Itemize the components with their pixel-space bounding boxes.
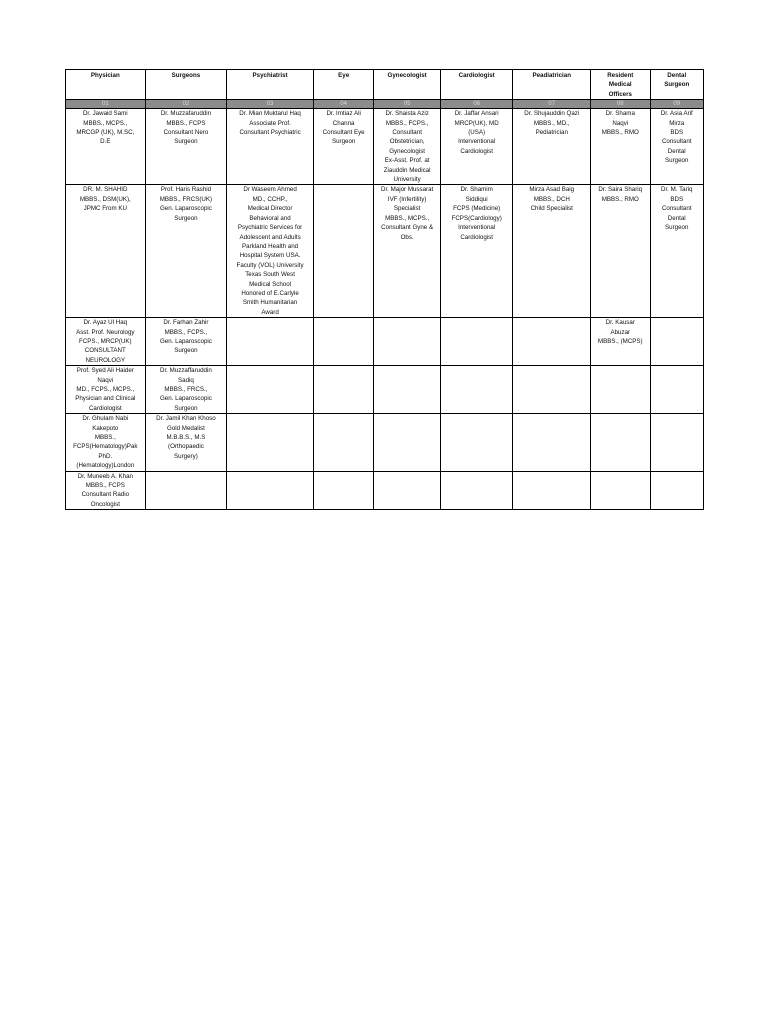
doctor-entry-line: Dr. Shama xyxy=(605,110,635,118)
table-row xyxy=(66,318,704,366)
column-header-label: Resident xyxy=(607,72,634,79)
doctor-entry-line: Dr. Shaista Aziz xyxy=(385,110,429,118)
doctor-entry-line: Ex-Asst. Prof. at xyxy=(384,157,430,165)
doctor-entry-line: Oncologist xyxy=(90,500,120,508)
column-header xyxy=(591,70,650,100)
doctor-entry-line: MBBS., MCPS., xyxy=(83,119,128,127)
empty-cell xyxy=(440,471,513,510)
doctor-entry-line: Hospital System USA. xyxy=(239,252,301,260)
doctor-entry-line: MD., CCHP., xyxy=(252,195,288,203)
column-header-label: Physician xyxy=(90,72,120,79)
column-number: 07 xyxy=(513,100,591,109)
doctor-entry-line: Adolescent and Adults xyxy=(239,233,301,241)
doctor-entry-cell xyxy=(66,318,146,366)
doctor-entry-line: Smith Humanitarian xyxy=(242,299,298,307)
doctor-entry-line: MBBS., MD., xyxy=(533,119,570,127)
empty-cell xyxy=(513,414,591,471)
column-header-label: Medical xyxy=(608,81,632,89)
doctor-entry-line: Consultant xyxy=(661,205,692,213)
doctor-entry-cell xyxy=(66,414,146,471)
empty-cell xyxy=(313,185,373,318)
doctor-entry-line: Physician and Clinical xyxy=(75,395,136,403)
doctor-entry-line: FCPS(Cardiology) xyxy=(451,214,502,222)
empty-cell xyxy=(145,471,227,510)
doctor-entry-line: Dr. Imtiaz Ali xyxy=(326,110,361,118)
doctor-entry-line: Child Specialist xyxy=(530,205,573,213)
empty-cell xyxy=(227,414,314,471)
doctor-entry-line: MBBS., RMO xyxy=(601,129,639,137)
empty-cell xyxy=(227,366,314,414)
doctor-entry-line: Psychiatric Services for xyxy=(237,224,303,232)
doctor-entry-line: Interventional xyxy=(458,224,496,232)
column-header xyxy=(513,70,591,100)
doctor-entry-line: MBBS., xyxy=(94,434,116,442)
doctor-entry-line: Dr. Ayaz Ul Haq xyxy=(83,319,128,327)
doctor-entry-line: Dr. Jawaid Sami xyxy=(82,110,128,118)
doctor-entry-line: Behavioral and xyxy=(249,214,291,222)
doctor-entry-line: MBBS., FRCS(UK) xyxy=(159,195,213,203)
doctor-entry-line: Dr. Muneeb A. Khan xyxy=(77,472,133,480)
doctor-entry-line: JPMC From KU xyxy=(83,205,127,213)
doctor-entry-cell xyxy=(591,318,650,366)
doctor-entry-line: Kakepoto xyxy=(92,424,119,432)
doctor-entry-line: MBBS., FCPS., xyxy=(164,328,208,336)
column-number: 05 xyxy=(374,100,441,109)
doctor-entry-line: Surgery) xyxy=(174,452,198,460)
doctor-entry-line: CONSULTANT xyxy=(84,347,126,355)
header-row xyxy=(66,70,704,100)
empty-cell xyxy=(374,471,441,510)
doctor-entry-line: Dr. Mian Muktarul Haq xyxy=(239,110,301,118)
doctor-entry-line: Dental xyxy=(667,147,686,155)
doctor-entry-line: Interventional xyxy=(458,138,496,146)
empty-cell xyxy=(374,366,441,414)
table-row xyxy=(66,109,704,185)
doctor-entry-cell xyxy=(513,109,591,185)
doctor-entry-line: FCPS(Hematology)Pak xyxy=(73,443,138,451)
doctor-entry-line: Gynecologist xyxy=(389,147,426,155)
doctor-entry-line: Cardiologist xyxy=(460,147,493,155)
doctor-entry-line: Ziauddin Medical xyxy=(383,166,431,174)
doctor-entry-line: Consultant Nero xyxy=(163,129,209,137)
doctor-entry-cell xyxy=(145,185,227,318)
doctor-entry-line: Surgeon xyxy=(174,347,198,355)
doctor-entry-line: Consultant Gyne & xyxy=(381,224,434,232)
doctor-entry-cell xyxy=(440,109,513,185)
column-header xyxy=(374,70,441,100)
doctor-entry-cell xyxy=(145,109,227,185)
doctor-entry-line: Texas South West xyxy=(245,271,295,279)
doctor-entry-line: DR. M. SHAHID xyxy=(83,186,128,194)
column-header-label: Surgeons xyxy=(171,72,201,79)
doctor-entry-line: FCPS., MRCP(UK) xyxy=(79,337,132,345)
doctor-entry-line: D.E xyxy=(100,138,111,146)
doctor-entry-line: Dr Waseem Ahmed xyxy=(243,186,297,194)
empty-cell xyxy=(374,414,441,471)
column-number-row xyxy=(66,100,704,109)
doctor-entry-line: PhD. xyxy=(98,452,113,460)
doctor-entry-line: Consultant Radio xyxy=(81,491,130,499)
doctor-entry-cell xyxy=(513,185,591,318)
doctor-entry-line: Naqvi xyxy=(612,119,629,127)
column-header-label: Dental xyxy=(667,72,687,79)
doctor-entry-line: MBBS., MCPS., xyxy=(385,214,430,222)
doctor-entry-line: Surgeon xyxy=(331,138,356,146)
doctor-entry-line: MRCP(UK), MD xyxy=(454,119,499,127)
doctor-entry-line: Honored of E.Carlyle xyxy=(241,289,299,297)
empty-cell xyxy=(591,366,650,414)
column-header-label: Surgeon xyxy=(664,81,690,89)
doctor-entry-line: Dr. Muzzafaruddin xyxy=(160,110,212,118)
doctor-entry-line: Dr. Jaffar Ansari xyxy=(454,110,499,118)
doctor-entry-line: MBBS., FCPS xyxy=(85,482,125,490)
doctor-entry-cell xyxy=(591,185,650,318)
doctor-entry-line: Award xyxy=(261,308,279,316)
column-number: 06 xyxy=(440,100,513,109)
empty-cell xyxy=(227,318,314,366)
doctor-entry-line: MBBS., RMO xyxy=(601,195,639,203)
doctor-entry-line: MBBS., (MCPS) xyxy=(597,337,643,345)
column-number: 02 xyxy=(145,100,227,109)
doctor-entry-line: Asst. Prof. Neurology xyxy=(76,328,135,336)
doctor-entry-line: Dr. M. Tariq xyxy=(660,186,693,194)
doctor-entry-line: Cardiologist xyxy=(88,404,122,412)
table-row xyxy=(66,414,704,471)
doctor-entry-line: Faculty (VOL) University xyxy=(236,261,304,269)
empty-cell xyxy=(513,366,591,414)
doctor-entry-line: Channa xyxy=(332,119,355,127)
doctor-entry-cell xyxy=(66,366,146,414)
doctor-entry-line: Gen. Laparoscopic xyxy=(159,395,212,403)
doctor-entry-line: Pediatrician xyxy=(535,129,568,137)
doctor-entry-line: Dr. Ghulam Nabi xyxy=(82,415,129,423)
empty-cell xyxy=(313,318,373,366)
doctor-entry-line: Dental xyxy=(667,214,686,222)
doctor-entry-line: Mirza xyxy=(669,119,685,127)
empty-cell xyxy=(591,471,650,510)
doctor-entry-cell xyxy=(227,185,314,318)
doctor-entry-line: MBBS., FCPS., xyxy=(385,119,429,127)
doctor-entry-line: Dr. Shujauddin Qazi xyxy=(524,110,580,118)
empty-cell xyxy=(440,414,513,471)
doctor-entry-line: Dr. Saira Shariq xyxy=(598,186,643,194)
doctor-entry-cell xyxy=(145,414,227,471)
doctor-entry-line: Gold Medalist xyxy=(167,424,205,432)
doctor-entry-line: Surgeon xyxy=(174,138,198,146)
doctor-entry-line: (USA) xyxy=(468,129,486,137)
doctor-entry-line: M.B.B.S., M.S xyxy=(166,434,206,442)
doctor-entry-line: Gen. Laparoscopic xyxy=(159,205,212,213)
doctor-entry-line: Prof. Haris Rashid xyxy=(160,186,212,194)
column-header xyxy=(227,70,314,100)
doctor-entry-line: Siddiqui xyxy=(465,195,488,203)
doctors-roster-table xyxy=(65,69,704,510)
doctor-entry-cell xyxy=(145,318,227,366)
column-header-label: Psychiatrist xyxy=(252,72,288,79)
doctor-entry-cell xyxy=(66,471,146,510)
doctor-entry-cell xyxy=(227,109,314,185)
empty-cell xyxy=(440,366,513,414)
doctor-entry-line: Surgeon xyxy=(174,214,198,222)
column-header-label: Gynecologist xyxy=(387,72,427,79)
empty-cell xyxy=(374,318,441,366)
doctor-entry-cell xyxy=(440,185,513,318)
column-header xyxy=(145,70,227,100)
column-header xyxy=(313,70,373,100)
doctor-entry-line: MBBS., DCH xyxy=(533,195,570,203)
doctor-entry-line: MBBS., DSM(UK), xyxy=(79,195,131,203)
empty-cell xyxy=(513,318,591,366)
empty-cell xyxy=(513,471,591,510)
doctor-entry-line: Surgeon xyxy=(665,157,689,165)
column-header xyxy=(66,70,146,100)
doctor-entry-cell xyxy=(313,109,373,185)
doctor-entry-cell xyxy=(591,109,650,185)
doctor-entry-line: Surgeon xyxy=(665,224,689,232)
empty-cell xyxy=(313,366,373,414)
doctor-entry-line: MD., FCPS., MCPS., xyxy=(76,386,135,393)
doctor-entry-line: Cardiologist xyxy=(460,233,493,241)
doctor-entry-line: Consultant xyxy=(392,129,422,137)
column-header-label: Officers xyxy=(608,90,632,98)
doctor-entry-line: Mirza Asad Baig xyxy=(529,186,575,194)
roster-body xyxy=(66,109,704,510)
column-number: 01 xyxy=(66,100,146,109)
empty-cell xyxy=(650,366,704,414)
doctor-entry-cell xyxy=(374,185,441,318)
doctor-entry-line: BDS xyxy=(670,129,684,137)
doctor-entry-line: Dr. Shamim xyxy=(460,186,493,194)
doctor-entry-line: Parkland Health and xyxy=(242,242,299,250)
column-number: 09 xyxy=(650,100,704,109)
doctor-entry-line: Dr. Kausar xyxy=(605,319,635,327)
doctor-entry-line: Surgeon xyxy=(174,404,198,412)
doctor-entry-line: Medical Director xyxy=(247,205,293,213)
doctor-entry-line: Dr. Jamil Khan Khoso xyxy=(156,415,216,423)
doctor-entry-line: Naqvi xyxy=(97,376,114,384)
doctor-entry-line: FCPS (Medicine) xyxy=(453,205,501,213)
column-header xyxy=(650,70,704,100)
doctor-entry-line: Consultant Eye xyxy=(322,129,365,137)
doctor-entry-line: IVF (Infertility) xyxy=(387,195,427,203)
doctor-entry-line: Obstetrician, xyxy=(389,138,425,146)
column-number: 04 xyxy=(313,100,373,109)
doctor-entry-line: Gen. Laparoscopic xyxy=(159,337,212,345)
doctor-entry-line: BDS xyxy=(670,195,684,203)
doctor-entry-line: (Orthopaedic xyxy=(168,443,204,451)
doctor-entry-line: Medical School xyxy=(249,280,292,288)
empty-cell xyxy=(650,471,704,510)
column-header-label: Eye xyxy=(338,72,350,79)
doctor-entry-line: Prof. Syed Ali Haider xyxy=(76,367,134,375)
table-row xyxy=(66,471,704,510)
empty-cell xyxy=(440,318,513,366)
doctor-entry-line: University xyxy=(393,176,421,184)
doctor-entry-line: Dr. Farhan Zahir xyxy=(163,319,209,327)
empty-cell xyxy=(313,471,373,510)
doctor-entry-cell xyxy=(66,109,146,185)
doctor-entry-line: Consultant Psychiatric xyxy=(239,129,301,137)
doctor-entry-line: Dr. Asia Arif xyxy=(660,110,693,118)
doctor-entry-cell xyxy=(145,366,227,414)
doctor-entry-line: Consultant xyxy=(661,138,692,146)
doctor-entry-line: Dr. Muzzaffaruddin xyxy=(160,367,212,375)
empty-cell xyxy=(650,414,704,471)
doctor-entry-cell xyxy=(374,109,441,185)
column-header xyxy=(440,70,513,100)
doctor-entry-cell xyxy=(650,109,704,185)
empty-cell xyxy=(650,318,704,366)
empty-cell xyxy=(313,414,373,471)
column-header-label: Peadiatrician xyxy=(532,72,572,79)
empty-cell xyxy=(227,471,314,510)
column-number: 03 xyxy=(227,100,314,109)
doctor-entry-cell xyxy=(650,185,704,318)
doctor-entry-cell xyxy=(66,185,146,318)
doctor-entry-line: MBBS., FCPS xyxy=(166,119,206,127)
doctor-entry-line: Dr. Major Mussarat xyxy=(381,186,434,194)
doctor-entry-line: Obs. xyxy=(400,233,414,241)
table-row xyxy=(66,185,704,318)
doctor-entry-line: Abuzar xyxy=(610,328,631,336)
doctor-entry-line: (Hematology)London xyxy=(76,462,135,470)
doctor-entry-line: NEUROLOGY xyxy=(85,356,126,364)
doctor-entry-line: MBBS., FRCS., xyxy=(164,386,208,393)
doctor-entry-line: Specialist xyxy=(393,205,421,213)
doctor-entry-line: Sadiq xyxy=(178,376,194,384)
doctor-entry-line: Associate Prof. xyxy=(249,119,291,127)
column-number: 08 xyxy=(591,100,650,109)
doctor-entry-line: MRCGP (UK), M.SC, xyxy=(76,129,135,137)
empty-cell xyxy=(591,414,650,471)
table-row xyxy=(66,366,704,414)
column-header-label: Cardiologist xyxy=(458,72,495,79)
